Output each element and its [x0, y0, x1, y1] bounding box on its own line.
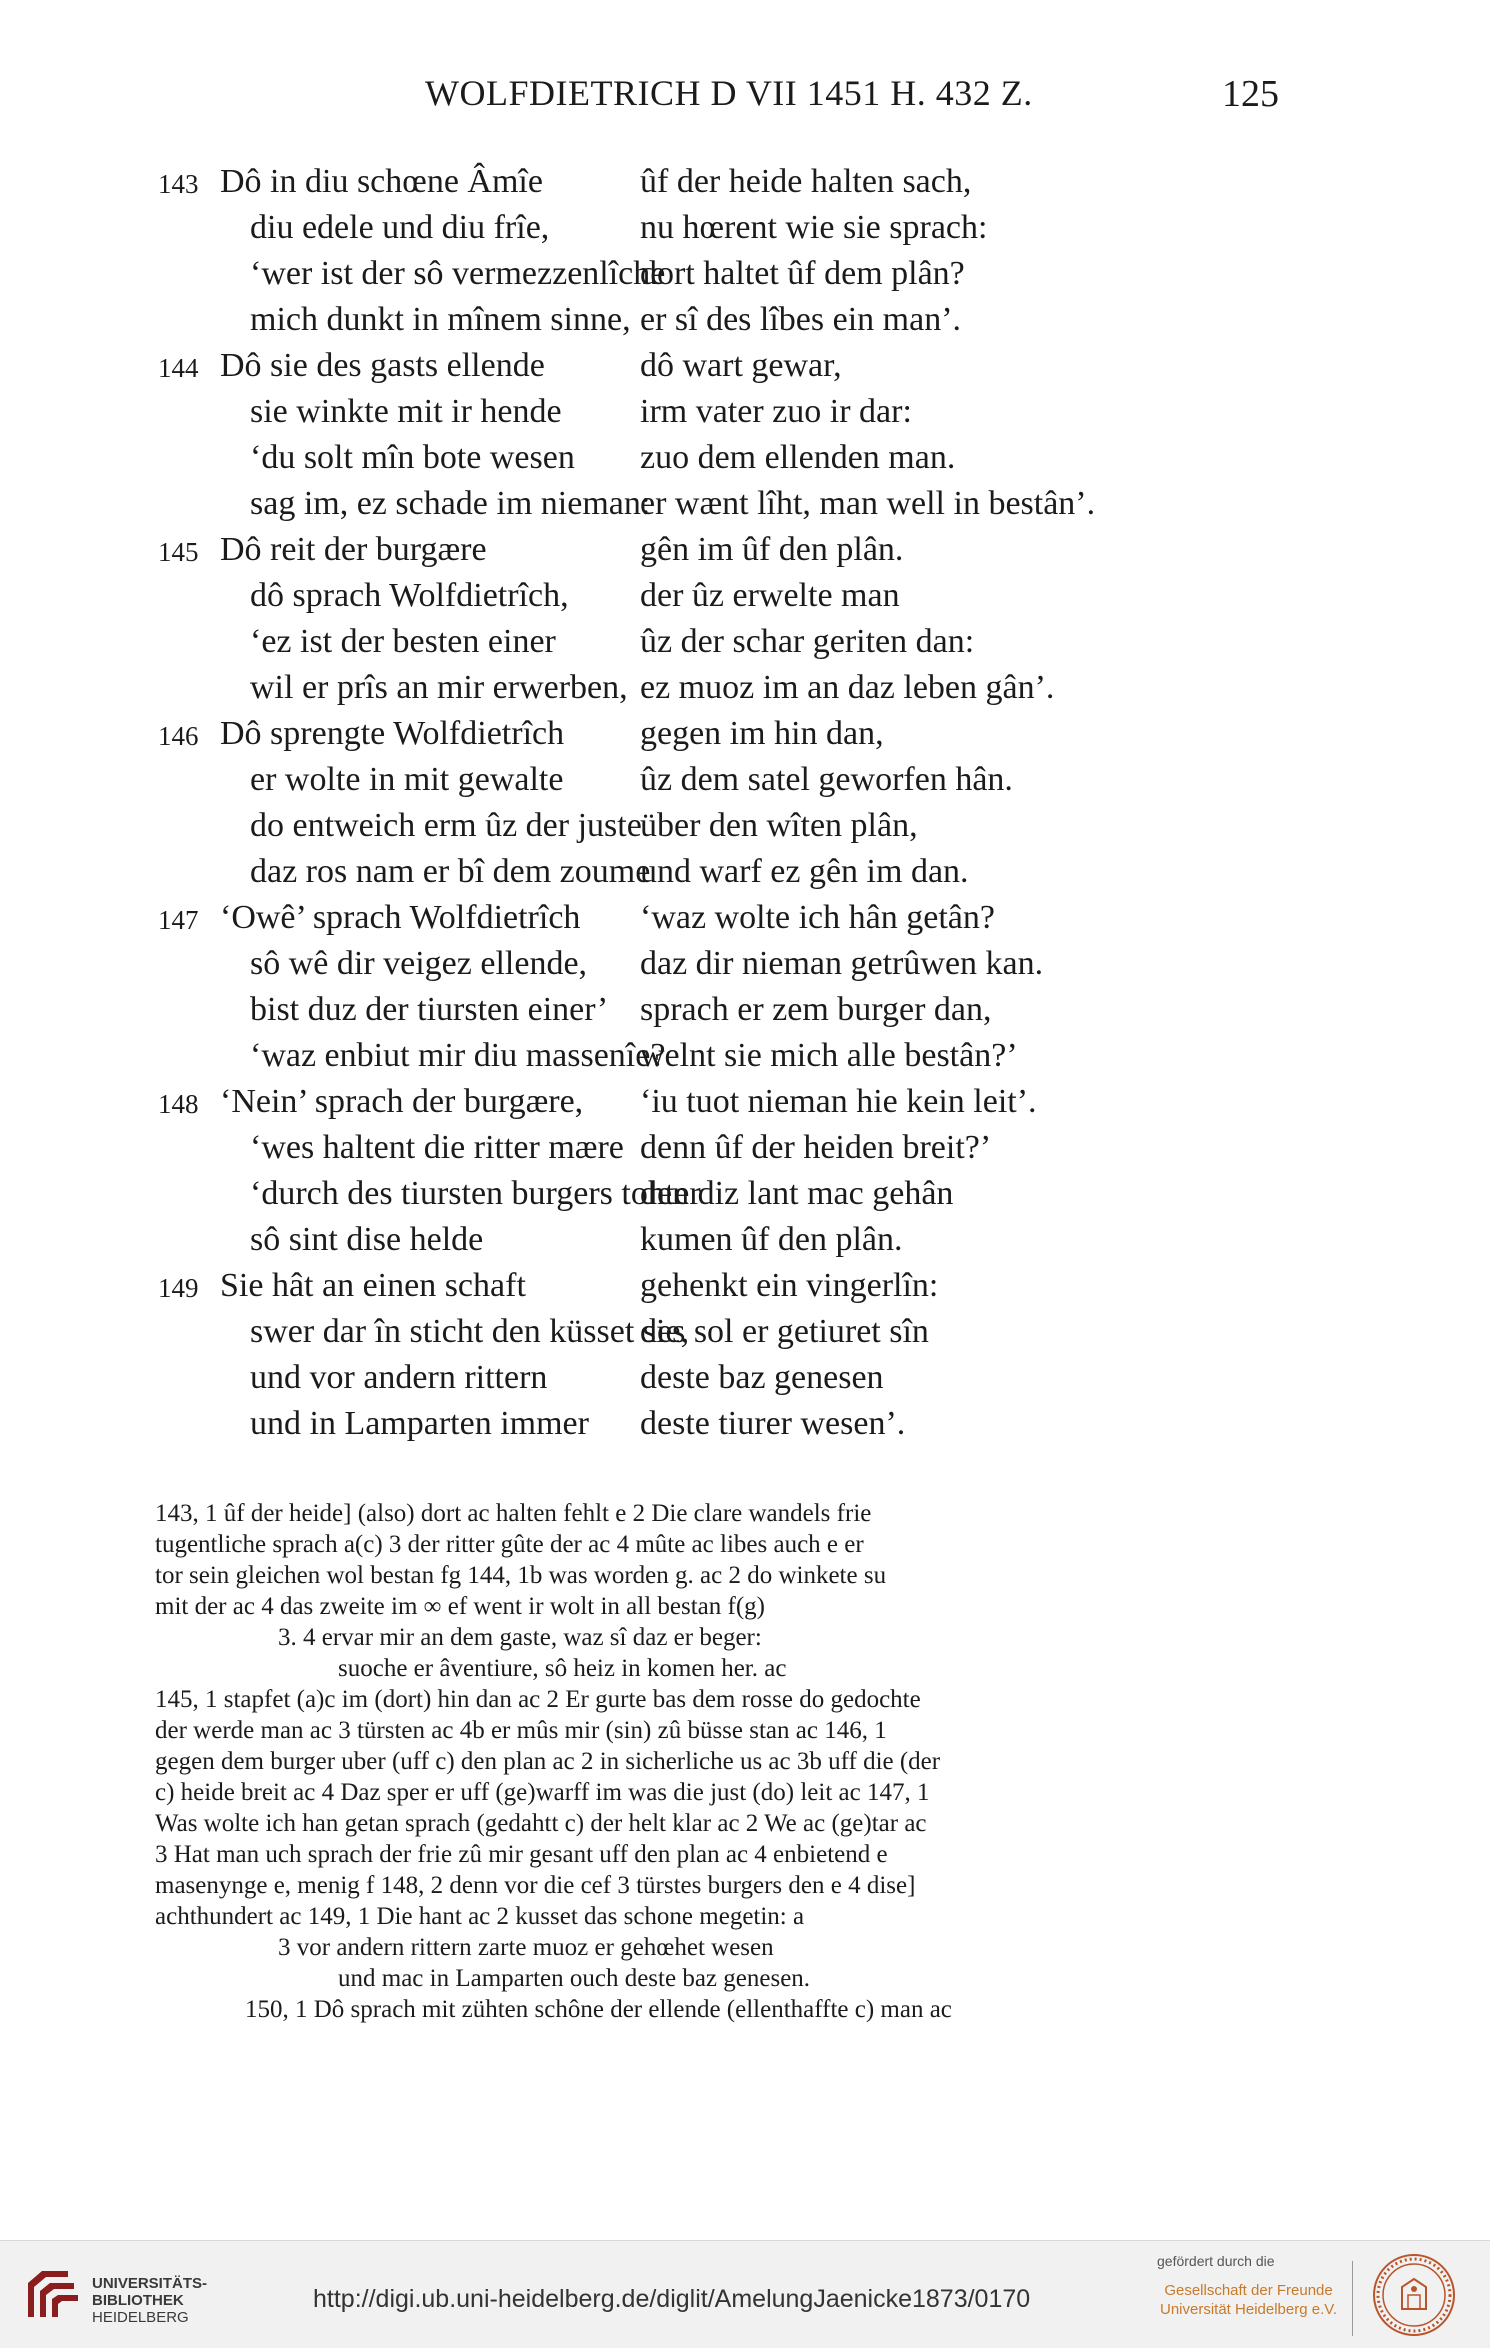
footnote-line: [0, 1624, 1490, 1655]
verse-first-half: ‘Nein’ sprach der burgære,: [220, 1083, 584, 1120]
footnote-line: [0, 1500, 1490, 1531]
verse-line: [0, 1313, 1490, 1359]
footnote-text: gegen dem burger uber (uff c) den plan ac 2 in sicherliche us ac 3b uff die (der: [155, 1748, 941, 1775]
verse-second-half: gehenkt ein vingerlîn:: [640, 1267, 939, 1304]
verse-line: [0, 393, 1490, 439]
verse-first-half: ‘du solt mîn bote wesen: [250, 439, 575, 476]
verse-first-half: sie winkte mit ir hende: [250, 393, 562, 430]
stanza-number: 146: [158, 721, 199, 751]
footnote-text: tor sein gleichen wol bestan fg 144, 1b was worden g. ac 2 do winkete su: [155, 1562, 887, 1589]
verse-second-half: gegen im hin dan,: [640, 715, 884, 752]
footnote-line: [0, 1655, 1490, 1686]
verse-line: [0, 623, 1490, 669]
footnote-text: achthundert ac 149, 1 Die hant ac 2 kusset das schone megetin: a: [155, 1903, 805, 1930]
footnote-text: der werde man ac 3 türsten ac 4b er mûs mir (sin) zû büsse stan ac 146, 1: [155, 1717, 887, 1744]
verse-line: [0, 1129, 1490, 1175]
footnote-line: [0, 1562, 1490, 1593]
footer-divider: [1352, 2261, 1353, 2336]
library-name: UNIVERSITÄTS- BIBLIOTHEK HEIDELBERG: [92, 2275, 208, 2326]
footnote-text: mit der ac 4 das zweite im ∞ ef went ir wolt in all bestan f(g): [155, 1593, 765, 1620]
verse-second-half: den diz lant mac gehân: [640, 1175, 954, 1212]
verse-second-half: denn ûf der heiden breit?’: [640, 1129, 992, 1166]
verse-second-half: des sol er getiuret sîn: [640, 1313, 929, 1350]
verse-line: [0, 163, 1490, 209]
verse-first-half: Dô reit der burgære: [220, 531, 487, 568]
footnote-text: 150, 1 Dô sprach mit zühten schône der ellende (ellenthaffte c) man ac: [245, 1996, 952, 2023]
verse-line: [0, 209, 1490, 255]
verse-line: [0, 991, 1490, 1037]
footer-bar: [0, 2240, 1490, 2348]
verse-second-half: ûz der schar geriten dan:: [640, 623, 975, 660]
verse-second-half: ûf der heide halten sach,: [640, 163, 972, 200]
footnote-text: suoche er âventiure, sô heiz in komen her. ac: [338, 1655, 787, 1682]
verse-first-half: swer dar în sticht den küsset sie,: [250, 1313, 690, 1350]
verse-first-half: do entweich erm ûz der juste: [250, 807, 642, 844]
footnote-line: [0, 1686, 1490, 1717]
verse-line: [0, 761, 1490, 807]
running-title: WOLFDIETRICH D VII 1451 H. 432 Z.: [425, 73, 1033, 113]
verse-first-half: ‘wes haltent die ritter mære: [250, 1129, 624, 1166]
verse-first-half: sag im, ez schade im nieman:: [250, 485, 651, 522]
verse-second-half: er wænt lîht, man well in bestân’.: [640, 485, 1096, 522]
footnote-text: 145, 1 stapfet (a)c im (dort) hin dan ac 2 Er gurte bas dem rosse do gedochte: [155, 1686, 921, 1713]
verse-first-half: Dô sie des gasts ellende: [220, 347, 545, 384]
stanza-number: 143: [158, 169, 199, 199]
verse-line: [0, 1405, 1490, 1451]
footnote-text: 143, 1 ûf der heide] (also) dort ac halten fehlt e 2 Die clare wandels frie: [155, 1500, 872, 1527]
footnote-text: tugentliche sprach a(c) 3 der ritter gûte der ac 4 mûte ac libes auch e er: [155, 1531, 864, 1558]
footnote-line: [0, 1841, 1490, 1872]
sponsor-caption: gefördert durch die: [1157, 2253, 1275, 2269]
verse-second-half: nu hœrent wie sie sprach:: [640, 209, 988, 246]
footnote-line: [0, 1934, 1490, 1965]
verse-line: [0, 899, 1490, 945]
verse-first-half: wil er prîs an mir erwerben,: [250, 669, 628, 706]
footnote-text: masenynge e, menig f 148, 2 denn vor die cef 3 türstes burgers den e 4 dise]: [155, 1872, 916, 1899]
verse-text: [0, 163, 1490, 1451]
footnote-line: [0, 1717, 1490, 1748]
verse-first-half: diu edele und diu frîe,: [250, 209, 550, 246]
verse-line: [0, 1267, 1490, 1313]
verse-second-half: sprach er zem burger dan,: [640, 991, 992, 1028]
verse-second-half: zuo dem ellenden man.: [640, 439, 956, 476]
verse-second-half: daz dir nieman getrûwen kan.: [640, 945, 1044, 982]
verse-line: [0, 1221, 1490, 1267]
footnote-text: Was wolte ich han getan sprach (gedahtt c) der helt klar ac 2 We ac (ge)tar ac: [155, 1810, 927, 1837]
verse-second-half: ‘waz wolte ich hân getân?: [640, 899, 995, 936]
verse-second-half: irm vater zuo ir dar:: [640, 393, 912, 430]
footnote-line: [0, 1531, 1490, 1562]
verse-first-half: er wolte in mit gewalte: [250, 761, 564, 798]
verse-line: [0, 301, 1490, 347]
verse-first-half: daz ros nam er bî dem zoume: [250, 853, 651, 890]
stanza-number: 145: [158, 537, 199, 567]
verse-line: [0, 531, 1490, 577]
verse-line: [0, 255, 1490, 301]
verse-second-half: deste tiurer wesen’.: [640, 1405, 906, 1442]
verse-second-half: deste baz genesen: [640, 1359, 884, 1396]
critical-apparatus: [0, 1500, 1490, 2027]
footnote-text: 3 Hat man uch sprach der frie zû mir gesant uff den plan ac 4 enbietend e: [155, 1841, 888, 1868]
verse-first-half: und vor andern rittern: [250, 1359, 548, 1396]
verse-line: [0, 439, 1490, 485]
verse-line: [0, 945, 1490, 991]
verse-second-half: und warf ez gên im dan.: [640, 853, 969, 890]
verse-line: [0, 1037, 1490, 1083]
verse-first-half: Sie hât an einen schaft: [220, 1267, 526, 1304]
verse-first-half: ‘durch des tiursten burgers tohter: [250, 1175, 701, 1212]
verse-line: [0, 347, 1490, 393]
verse-second-half: kumen ûf den plân.: [640, 1221, 903, 1258]
university-seal-icon: [1372, 2253, 1456, 2337]
verse-line: [0, 715, 1490, 761]
verse-first-half: ‘wer ist der sô vermezzenlîche: [250, 255, 666, 292]
verse-line: [0, 853, 1490, 899]
footnote-text: c) heide breit ac 4 Daz sper er uff (ge)warff im was die just (do) leit ac 147, 1: [155, 1779, 930, 1806]
verse-first-half: sô wê dir veigez ellende,: [250, 945, 588, 982]
stanza-number: 147: [158, 905, 199, 935]
verse-second-half: über den wîten plân,: [640, 807, 918, 844]
footnote-line: [0, 1810, 1490, 1841]
verse-first-half: ‘ez ist der besten einer: [250, 623, 556, 660]
footnote-line: [0, 1779, 1490, 1810]
verse-first-half: Dô in diu schœne Âmîe: [220, 163, 543, 200]
verse-line: [0, 669, 1490, 715]
verse-line: [0, 577, 1490, 623]
verse-line: [0, 1175, 1490, 1221]
footnote-line: [0, 1593, 1490, 1624]
verse-first-half: dô sprach Wolfdietrîch,: [250, 577, 569, 614]
stanza-number: 148: [158, 1089, 199, 1119]
verse-first-half: und in Lamparten immer: [250, 1405, 589, 1442]
footnote-line: [0, 1872, 1490, 1903]
page-number: 125: [1222, 73, 1279, 115]
footnote-line: [0, 1748, 1490, 1779]
verse-first-half: bist duz der tiursten einer’: [250, 991, 609, 1028]
permalink-url[interactable]: http://digi.ub.uni-heidelberg.de/diglit/AmelungJaenicke1873/0170: [313, 2285, 1031, 2313]
page-header: [0, 72, 1490, 122]
verse-second-half: welnt sie mich alle bestân?’: [640, 1037, 1018, 1074]
footnote-text: 3 vor andern rittern zarte muoz er gehœhet wesen: [278, 1934, 774, 1961]
verse-second-half: dô wart gewar,: [640, 347, 842, 384]
verse-first-half: ‘Owê’ sprach Wolfdietrîch: [220, 899, 581, 936]
verse-second-half: der ûz erwelte man: [640, 577, 900, 614]
verse-second-half: dort haltet ûf dem plân?: [640, 255, 965, 292]
verse-first-half: mich dunkt in mînem sinne,: [250, 301, 631, 338]
stanza-number: 149: [158, 1273, 199, 1303]
stanza-number: 144: [158, 353, 199, 383]
footnote-text: 3. 4 ervar mir an dem gaste, waz sî daz er beger:: [278, 1624, 762, 1651]
verse-second-half: ‘iu tuot nieman hie kein leit’.: [640, 1083, 1037, 1120]
verse-line: [0, 485, 1490, 531]
footnote-line: [0, 1903, 1490, 1934]
verse-first-half: Dô sprengte Wolfdietrîch: [220, 715, 565, 752]
footnote-line: [0, 1996, 1490, 2027]
verse-line: [0, 1359, 1490, 1405]
verse-line: [0, 807, 1490, 853]
footnote-text: und mac in Lamparten ouch deste baz genesen.: [338, 1965, 811, 1992]
verse-second-half: gên im ûf den plân.: [640, 531, 904, 568]
verse-second-half: ez muoz im an daz leben gân’.: [640, 669, 1055, 706]
library-logo-icon: [20, 2263, 82, 2325]
sponsor-name: Gesellschaft der Freunde Universität Heidelberg e.V.: [1160, 2282, 1338, 2318]
verse-first-half: ‘waz enbiut mir diu massenîe?: [250, 1037, 666, 1074]
footnote-line: [0, 1965, 1490, 1996]
verse-second-half: er sî des lîbes ein man’.: [640, 301, 962, 338]
verse-line: [0, 1083, 1490, 1129]
verse-first-half: sô sint dise helde: [250, 1221, 484, 1258]
verse-second-half: ûz dem satel geworfen hân.: [640, 761, 1013, 798]
